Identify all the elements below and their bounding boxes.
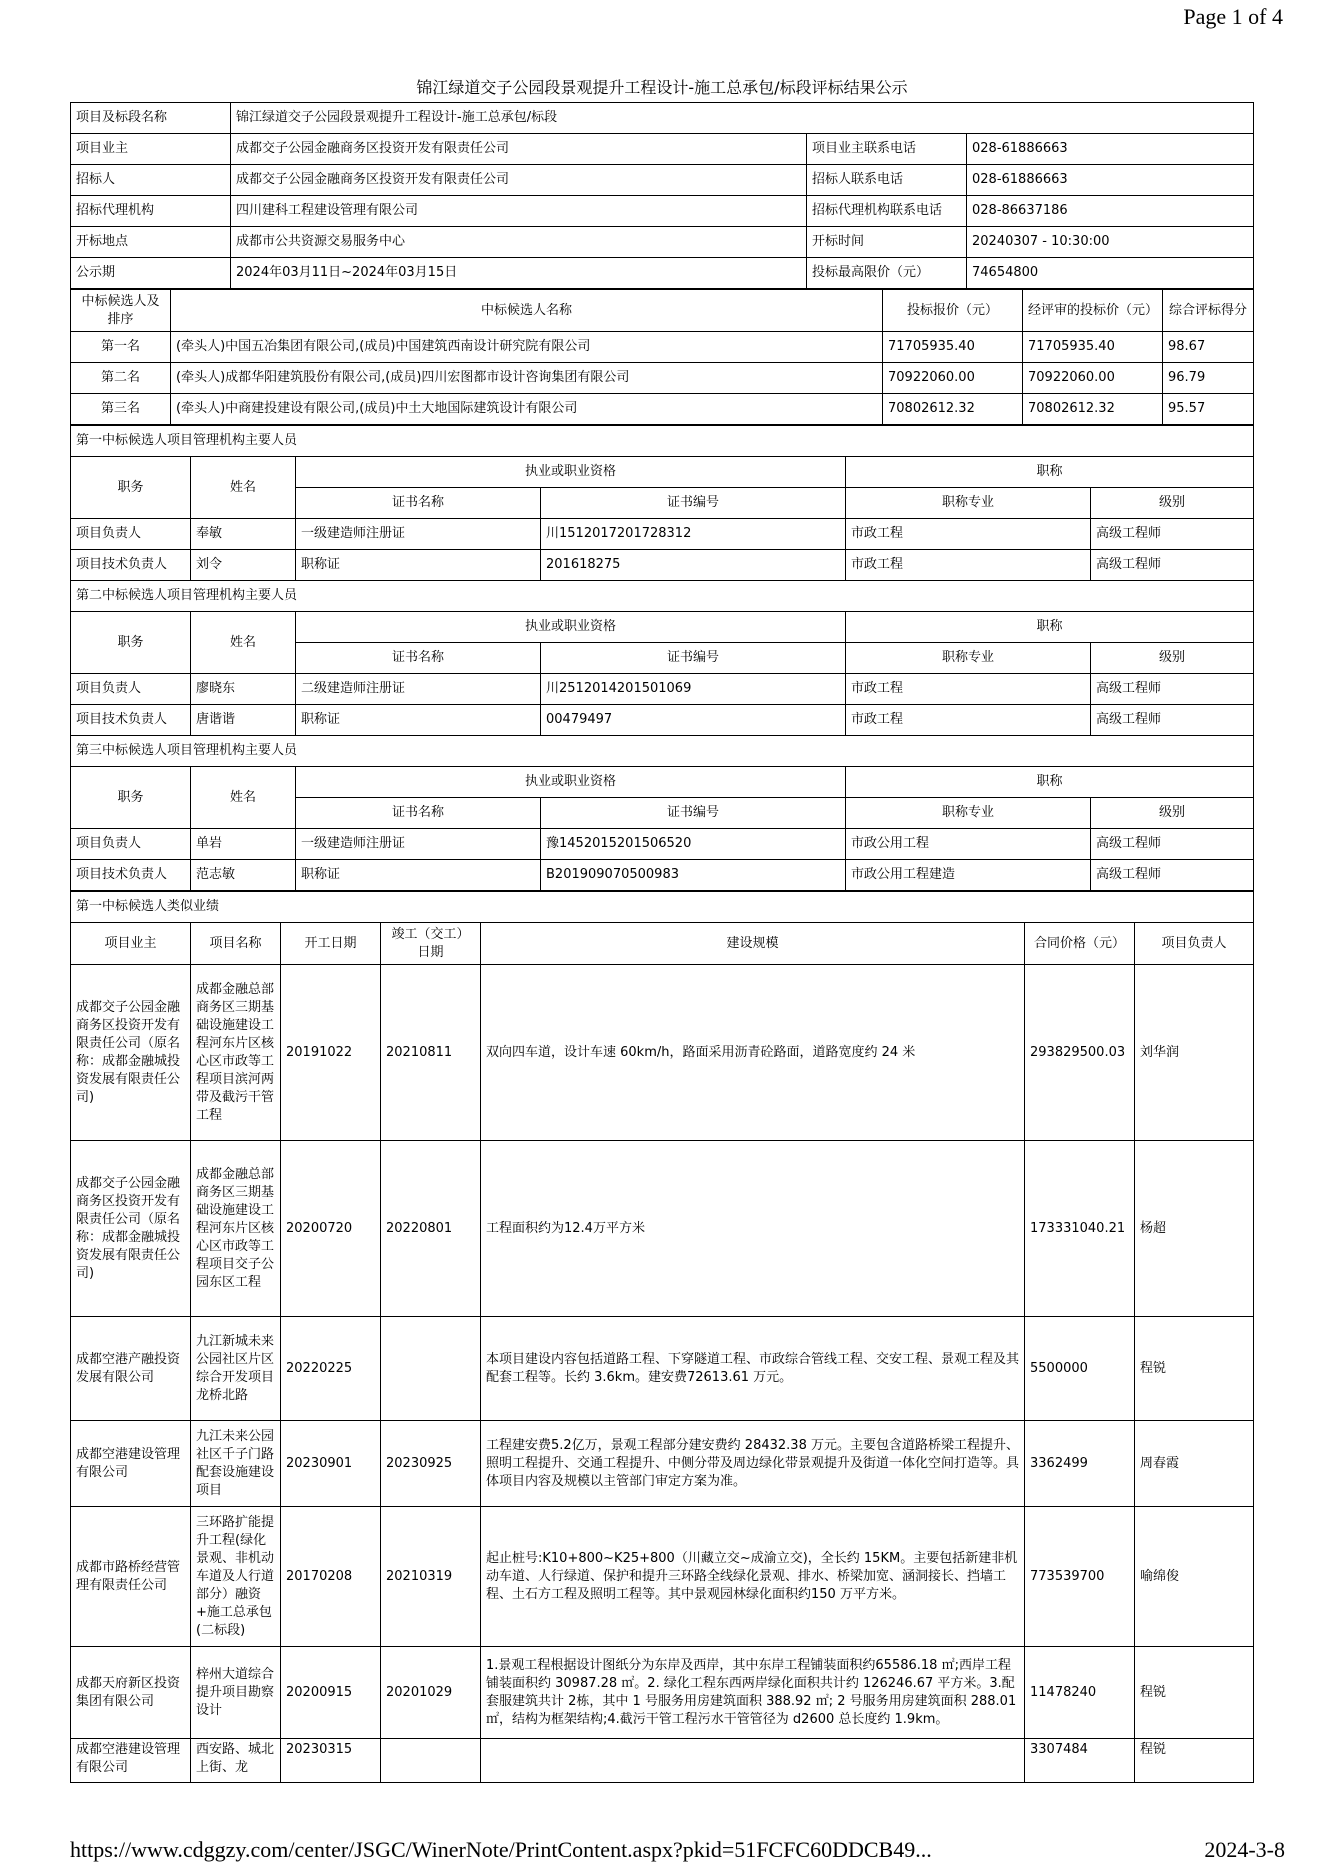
info-label: 项目及标段名称 [71,103,231,134]
perf-end-date: 20201029 [381,1647,481,1739]
staff-cert-no: 川2512014201501069 [541,674,846,705]
perf-owner: 成都交子公园金融商务区投资开发有限责任公司（原名称：成都金融城投资发展有限责任公司) [71,965,191,1141]
perf-end-date: 20220801 [381,1141,481,1317]
perf-project-name: 成都金融总部商务区三期基础设施建设工程河东片区核心区市政等工程项目滨河两带及截污干管工程 [191,965,281,1141]
staff-name: 单岩 [191,829,296,860]
staff-level: 高级工程师 [1091,829,1254,860]
perf-scale: 起止桩号:K10+800~K25+800（川藏立交~成渝立交)，全长约 15KM。主要包括新建非机动车道、人行绿道、保护和提升三环路全线绿化景观、排水、桥梁加宽、涵洞接长、挡墙工程、土石方工程及照明工程等。其中景观园林绿化面积约150 万平方米。 [481,1507,1025,1647]
info-value: 74654800 [967,258,1254,289]
column-header: 开工日期 [281,923,381,965]
staff-name: 廖晓东 [191,674,296,705]
info-label: 招标人联系电话 [807,165,967,196]
staff-row [71,860,1254,891]
column-header: 执业或职业资格 [296,457,846,488]
perf-owner: 成都交子公园金融商务区投资开发有限责任公司（原名称：成都金融城投资发展有限责任公司) [71,1141,191,1317]
candidate-bid: 70802612.32 [883,394,1023,425]
info-value: 成都市公共资源交易服务中心 [231,227,807,258]
perf-project-name: 九江新城未来公园社区片区综合开发项目龙桥北路 [191,1317,281,1421]
perf-manager: 杨超 [1135,1141,1254,1317]
column-header: 项目负责人 [1135,923,1254,965]
section-heading-row [71,892,1254,923]
column-header: 职务 [71,457,191,519]
staff-cert-no: 川1512017201728312 [541,519,846,550]
column-header: 职称 [846,612,1254,643]
perf-scale: 工程建安费5.2亿万，景观工程部分建安费约 28432.38 万元。主要包含道路桥梁工程提升、照明工程提升、交通工程提升、中侧分带及周边绿化带景观提升及街道一体化空间打造等。具体项目内容及规模以主管部门审定方案为准。 [481,1421,1025,1507]
info-row [71,134,1254,165]
info-value: 028-61886663 [967,165,1254,196]
staff-level: 高级工程师 [1091,705,1254,736]
section-heading-row [71,581,1254,612]
section-heading: 第一中标候选人类似业绩 [71,892,1254,923]
column-header: 证书名称 [296,643,541,674]
performance-row [71,1421,1254,1507]
staff-header-row [71,457,1254,488]
section-heading-row [71,736,1254,767]
perf-start-date: 20230901 [281,1421,381,1507]
info-row [71,165,1254,196]
staff-major: 市政公用工程 [846,829,1091,860]
column-header: 竣工（交工）日期 [381,923,481,965]
performance-row [71,1317,1254,1421]
perf-price: 773539700 [1025,1507,1135,1647]
performance-header-row [71,923,1254,965]
info-label: 项目业主联系电话 [807,134,967,165]
staff-duty: 项目负责人 [71,519,191,550]
staff-level: 高级工程师 [1091,519,1254,550]
perf-end-date [381,1739,481,1783]
staff-cert-no: 201618275 [541,550,846,581]
staff-name: 奉敏 [191,519,296,550]
column-header: 姓名 [191,767,296,829]
performance-row [71,1141,1254,1317]
perf-scale [481,1739,1025,1783]
column-header: 证书编号 [541,643,846,674]
section-heading: 第一中标候选人项目管理机构主要人员 [71,426,1254,457]
performance-row [71,1739,1254,1783]
column-header: 职称专业 [846,488,1091,519]
column-header: 执业或职业资格 [296,612,846,643]
candidate-name: (牵头人)中国五冶集团有限公司,(成员)中国建筑西南设计研究院有限公司 [171,332,883,363]
staff-header-row [71,767,1254,798]
perf-owner: 成都空港建设管理有限公司 [71,1739,191,1783]
candidate-rank: 第一名 [71,332,171,363]
perf-start-date: 20170208 [281,1507,381,1647]
candidate-name: (牵头人)中商建投建设有限公司,(成员)中土大地国际建筑设计有限公司 [171,394,883,425]
performance-row [71,965,1254,1141]
perf-project-name: 西安路、城北上街、龙 [191,1739,281,1783]
column-header: 项目名称 [191,923,281,965]
perf-start-date: 20200915 [281,1647,381,1739]
candidate-bid: 70922060.00 [883,363,1023,394]
candidate-rank: 第二名 [71,363,171,394]
perf-end-date [381,1317,481,1421]
column-header: 经评审的投标价（元） [1023,290,1163,332]
perf-manager: 程锐 [1135,1647,1254,1739]
perf-scale: 本项目建设内容包括道路工程、下穿隧道工程、市政综合管线工程、交安工程、景观工程及其配套工程等。长约 3.6km。建安费72613.61 万元。 [481,1317,1025,1421]
candidates-table [70,289,1254,425]
staff-row [71,829,1254,860]
staff-duty: 项目负责人 [71,829,191,860]
info-value: 四川建科工程建设管理有限公司 [231,196,807,227]
section-heading: 第二中标候选人项目管理机构主要人员 [71,581,1254,612]
info-row [71,258,1254,289]
staff-level: 高级工程师 [1091,860,1254,891]
column-header: 职称 [846,457,1254,488]
column-header: 合同价格（元） [1025,923,1135,965]
column-header: 职务 [71,612,191,674]
column-header: 姓名 [191,612,296,674]
project-info-table [70,102,1254,289]
candidate-eval-price: 70922060.00 [1023,363,1163,394]
perf-scale: 双向四车道，设计车速 60km/h，路面采用沥青砼路面，道路宽度约 24 米 [481,965,1025,1141]
staff-name: 唐谐谐 [191,705,296,736]
perf-start-date: 20220225 [281,1317,381,1421]
column-header: 中标候选人及排序 [71,290,171,332]
staff-major: 市政工程 [846,519,1091,550]
perf-end-date: 20230925 [381,1421,481,1507]
info-value: 锦江绿道交子公园段景观提升工程设计-施工总承包/标段 [231,103,1254,134]
staff-major: 市政工程 [846,674,1091,705]
perf-price: 293829500.03 [1025,965,1135,1141]
perf-start-date: 20191022 [281,965,381,1141]
info-value: 成都交子公园金融商务区投资开发有限责任公司 [231,134,807,165]
candidate-eval-price: 71705935.40 [1023,332,1163,363]
staff-cert-name: 一级建造师注册证 [296,519,541,550]
perf-project-name: 成都金融总部商务区三期基础设施建设工程河东片区核心区市政等工程项目交子公园东区工程 [191,1141,281,1317]
perf-start-date: 20200720 [281,1141,381,1317]
document [70,74,1254,1783]
candidate-row [71,332,1254,363]
staff-duty: 项目技术负责人 [71,860,191,891]
perf-price: 173331040.21 [1025,1141,1135,1317]
info-value: 028-61886663 [967,134,1254,165]
perf-owner: 成都市路桥经营管理有限责任公司 [71,1507,191,1647]
staff-name: 刘令 [191,550,296,581]
column-header: 级别 [1091,798,1254,829]
column-header: 姓名 [191,457,296,519]
footer-date: 2024-3-8 [1204,1837,1285,1862]
info-row [71,196,1254,227]
candidate-score: 96.79 [1163,363,1254,394]
info-value: 成都交子公园金融商务区投资开发有限责任公司 [231,165,807,196]
perf-price: 11478240 [1025,1647,1135,1739]
staff-row [71,674,1254,705]
perf-manager: 程锐 [1135,1739,1254,1783]
info-label: 公示期 [71,258,231,289]
perf-manager: 周春霞 [1135,1421,1254,1507]
column-header: 职称专业 [846,798,1091,829]
candidates-header-row [71,290,1254,332]
candidate-eval-price: 70802612.32 [1023,394,1163,425]
column-header: 职称 [846,767,1254,798]
candidate-score: 98.67 [1163,332,1254,363]
column-header: 级别 [1091,488,1254,519]
candidate-rank: 第三名 [71,394,171,425]
perf-owner: 成都空港建设管理有限公司 [71,1421,191,1507]
staff-major: 市政公用工程建造 [846,860,1091,891]
info-label: 投标最高限价（元） [807,258,967,289]
perf-start-date: 20230315 [281,1739,381,1783]
staff-header-row [71,612,1254,643]
staff-cert-no: 豫1452015201506520 [541,829,846,860]
perf-scale: 工程面积约为12.4万平方米 [481,1141,1025,1317]
staff-cert-name: 二级建造师注册证 [296,674,541,705]
column-header: 投标报价（元） [883,290,1023,332]
section-heading-row [71,426,1254,457]
candidate-name: (牵头人)成都华阳建筑股份有限公司,(成员)四川宏图都市设计咨询集团有限公司 [171,363,883,394]
staff-cert-name: 职称证 [296,705,541,736]
column-header: 建设规模 [481,923,1025,965]
page-title: 锦江绿道交子公园段景观提升工程设计-施工总承包/标段评标结果公示 [416,78,908,97]
perf-end-date: 20210811 [381,965,481,1141]
staff-row [71,705,1254,736]
column-header: 证书名称 [296,798,541,829]
column-header: 中标候选人名称 [171,290,883,332]
staff-name: 范志敏 [191,860,296,891]
staff-duty: 项目负责人 [71,674,191,705]
staff-duty: 项目技术负责人 [71,705,191,736]
staff-row [71,519,1254,550]
staff-cert-no: B201909070500983 [541,860,846,891]
column-header: 证书编号 [541,798,846,829]
staff-level: 高级工程师 [1091,674,1254,705]
page-header: Page 1 of 4 [1183,4,1283,29]
info-label: 招标人 [71,165,231,196]
perf-project-name: 九江未来公园社区千子门路配套设施建设项目 [191,1421,281,1507]
info-label: 招标代理机构 [71,196,231,227]
staff-level: 高级工程师 [1091,550,1254,581]
staff-major: 市政工程 [846,705,1091,736]
performance-table [70,891,1254,1783]
info-value: 028-86637186 [967,196,1254,227]
column-header: 执业或职业资格 [296,767,846,798]
staff-cert-no: 00479497 [541,705,846,736]
candidate-bid: 71705935.40 [883,332,1023,363]
info-label: 开标时间 [807,227,967,258]
perf-project-name: 三环路扩能提升工程(绿化景观、非机动车道及人行道部分）融资+施工总承包(二标段) [191,1507,281,1647]
perf-scale: 1.景观工程根据设计图纸分为东岸及西岸，其中东岸工程铺装面积约65586.18 ㎡;西岸工程铺装面积约 30987.28 ㎡。2. 绿化工程东西两岸绿化面积共计约 126246.67 平方米。3.配套服建筑共计 2栋，其中 1 号服务用房建筑面积 388.92 ㎡; 2 号服务用房建筑面积 288.01㎡，结构为框架结构;4.截污干管工程污水干管管径为 d2600 总长度约 1.9km。 [481,1647,1025,1739]
perf-manager: 程锐 [1135,1317,1254,1421]
info-value: 2024年03月11日~2024年03月15日 [231,258,807,289]
column-header: 证书编号 [541,488,846,519]
staff-cert-name: 职称证 [296,860,541,891]
perf-price: 3307484 [1025,1739,1135,1783]
staff-cert-name: 一级建造师注册证 [296,829,541,860]
section-heading: 第三中标候选人项目管理机构主要人员 [71,736,1254,767]
perf-owner: 成都天府新区投资集团有限公司 [71,1647,191,1739]
info-row [71,103,1254,134]
perf-project-name: 梓州大道综合提升项目勘察设计 [191,1647,281,1739]
info-label: 招标代理机构联系电话 [807,196,967,227]
staff-cert-name: 职称证 [296,550,541,581]
performance-row [71,1507,1254,1647]
info-value: 20240307 - 10:30:00 [967,227,1254,258]
staff-table [70,425,1254,891]
perf-manager: 刘华润 [1135,965,1254,1141]
column-header: 职称专业 [846,643,1091,674]
perf-manager: 喻绵俊 [1135,1507,1254,1647]
perf-owner: 成都空港产融投资发展有限公司 [71,1317,191,1421]
staff-major: 市政工程 [846,550,1091,581]
perf-price: 5500000 [1025,1317,1135,1421]
column-header: 项目业主 [71,923,191,965]
candidate-row [71,363,1254,394]
performance-row [71,1647,1254,1739]
perf-price: 3362499 [1025,1421,1135,1507]
staff-duty: 项目技术负责人 [71,550,191,581]
footer-url: https://www.cdggzy.com/center/JSGC/WinerNote/PrintContent.aspx?pkid=51FCFC60DDCB49... [70,1837,932,1862]
info-label: 开标地点 [71,227,231,258]
info-row [71,227,1254,258]
perf-end-date: 20210319 [381,1507,481,1647]
column-header: 综合评标得分 [1163,290,1254,332]
candidate-score: 95.57 [1163,394,1254,425]
column-header: 证书名称 [296,488,541,519]
staff-row [71,550,1254,581]
candidate-row [71,394,1254,425]
column-header: 级别 [1091,643,1254,674]
column-header: 职务 [71,767,191,829]
info-label: 项目业主 [71,134,231,165]
